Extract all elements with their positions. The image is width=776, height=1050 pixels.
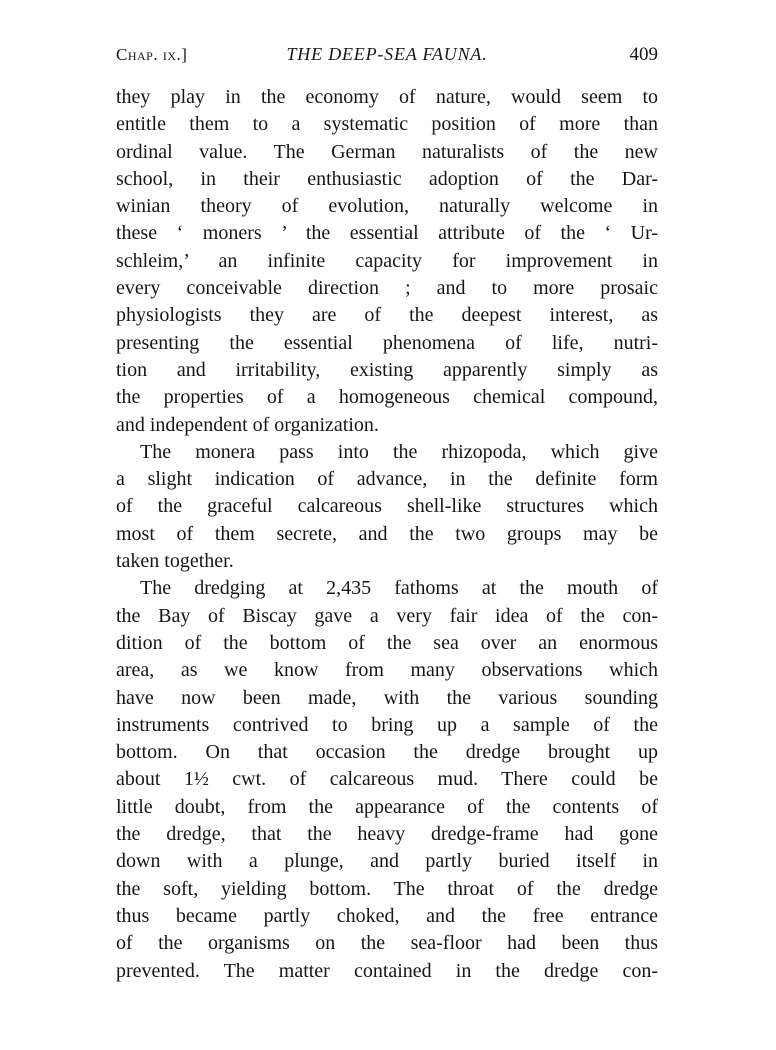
text-line: the dredge, that the heavy dredge-frame had gone bbox=[116, 823, 658, 846]
text-line: the soft, yielding bottom. The throat of the dredge bbox=[116, 877, 658, 900]
text-line: thus became partly choked, and the free entrance bbox=[116, 904, 658, 927]
text-line: little doubt, from the appearance of the contents of bbox=[116, 795, 658, 818]
chapter-label: Chap. ix.] bbox=[116, 45, 188, 64]
text-line: The monera pass into the rhizopoda, which give bbox=[140, 440, 658, 463]
text-line: entitle them to a systematic position of more than bbox=[116, 113, 658, 136]
text-line: instruments contrived to bring up a sample of the bbox=[116, 713, 658, 736]
text-line: they play in the economy of nature, would seem to bbox=[116, 86, 658, 108]
text-line: winian theory of evolution, naturally welcome in bbox=[116, 195, 658, 218]
text-line: tion and irritability, existing apparently simply as bbox=[116, 358, 658, 381]
text-line: schleim,’ an infinite capacity for improvement in bbox=[116, 249, 658, 272]
running-title: THE DEEP-SEA FAUNA. bbox=[286, 44, 488, 64]
text-line: ordinal value. The German naturalists of the new bbox=[116, 140, 658, 163]
text-line: every conceivable direction ; and to more prosaic bbox=[116, 277, 658, 300]
text-line: school, in their enthusiastic adoption of the Dar- bbox=[116, 167, 658, 190]
text-line: a slight indication of advance, in the definite form bbox=[116, 468, 658, 491]
text-line: have now been made, with the various sounding bbox=[116, 686, 658, 709]
paragraph bbox=[116, 84, 658, 439]
text-line: bottom. On that occasion the dredge brought up bbox=[116, 741, 658, 764]
text-line: The dredging at 2,435 fathoms at the mouth of bbox=[140, 577, 658, 600]
text-line: down with a plunge, and partly buried itself in bbox=[116, 850, 658, 873]
text-line: presenting the essential phenomena of life, nutri- bbox=[116, 331, 658, 354]
page-number: 409 bbox=[629, 44, 658, 65]
text-line: the Bay of Biscay gave a very fair idea of the con- bbox=[116, 604, 658, 627]
text-line: these ‘ moners ’ the essential attribute of the ‘ Ur- bbox=[116, 222, 658, 245]
text-line: the properties of a homogeneous chemical compound, bbox=[116, 386, 658, 409]
text-line: area, as we know from many observations which bbox=[116, 659, 658, 682]
text-line: of the graceful calcareous shell-like structures which bbox=[116, 495, 658, 518]
paragraph bbox=[116, 575, 658, 984]
text-line: taken together. bbox=[116, 550, 234, 573]
text-line: about 1½ cwt. of calcareous mud. There could be bbox=[116, 768, 658, 791]
paragraph bbox=[116, 439, 658, 575]
text-line: physiologists they are of the deepest interest, as bbox=[116, 304, 658, 327]
text-line: most of them secrete, and the two groups may be bbox=[116, 522, 658, 545]
text-line: and independent of organization. bbox=[116, 413, 379, 436]
text-line: prevented. The matter contained in the dredge con- bbox=[116, 959, 658, 982]
text-line: dition of the bottom of the sea over an enormous bbox=[116, 631, 658, 654]
page-body bbox=[116, 84, 658, 985]
text-line: of the organisms on the sea-floor had been thus bbox=[116, 932, 658, 955]
page-header bbox=[116, 44, 658, 66]
